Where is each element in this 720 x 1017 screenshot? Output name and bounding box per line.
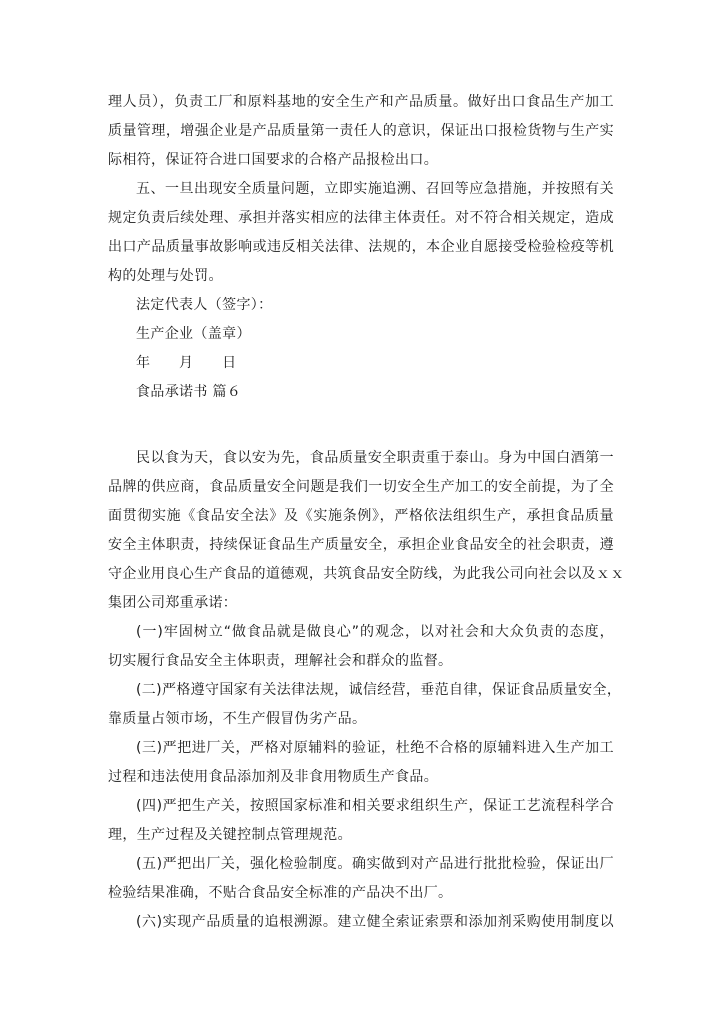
text-line: 集团公司郑重承诺： bbox=[108, 595, 238, 611]
commitment-2 bbox=[108, 676, 622, 734]
text-line: 过程和违法使用食品添加剂及非食用物质生产食品。 bbox=[108, 769, 439, 785]
text-line: (五)严把出厂关，强化检验制度。确实做到对产品进行批批检验，保证出厂 bbox=[136, 856, 614, 872]
text-line: 规定负责后续处理、承担并落实相应的法律主体责任。对不符合相关规定，造成 bbox=[108, 210, 614, 226]
date-line: 年 月 日 bbox=[136, 355, 237, 371]
text-line: 际相符，保证符合进口国要求的合格产品报检出口。 bbox=[108, 152, 439, 168]
text-line: 质量管理，增强企业是产品质量第一责任人的意识，保证出口报检货物与生产实 bbox=[108, 123, 614, 139]
commitment-1 bbox=[108, 618, 614, 676]
document-body bbox=[108, 88, 625, 937]
text-line: 面贯彻实施《食品安全法》及《实施条例》，严格依法组织生产，承担食品质量 bbox=[108, 508, 614, 524]
intro-paragraph bbox=[108, 444, 625, 618]
text-line: (二)严格遵守国家有关法律法规，诚信经营，垂范自律，保证食品质量安全， bbox=[136, 682, 622, 698]
text-line: (六)实现产品质量的追根溯源。建立健全索证索票和添加剂采购使用制度以 bbox=[136, 914, 614, 930]
text-line: 安全主体职责，持续保证食品生产质量安全，承担企业食品安全的社会职责，遵 bbox=[108, 537, 614, 553]
commitment-5 bbox=[108, 850, 614, 908]
continued-paragraph bbox=[108, 88, 614, 175]
text-line: 五、一旦出现安全质量问题，立即实施追溯、召回等应急措施，并按照有关 bbox=[136, 181, 614, 197]
text-line: 理人员），负责工厂和原料基地的安全生产和产品质量。做好出口食品生产加工 bbox=[108, 94, 614, 110]
text-line: 出口产品质量事故影响或违反相关法律、法规的，本企业自愿接受检验检疫等机 bbox=[108, 239, 614, 255]
company-seal: 生产企业（盖章） bbox=[136, 326, 251, 342]
commitment-3 bbox=[108, 734, 614, 792]
text-line: 理，生产过程及关键控制点管理规范。 bbox=[108, 827, 352, 843]
text-line: (一)牢固树立“做食品就是做良心”的观念，以对社会和大众负责的态度， bbox=[136, 624, 614, 640]
text-line: 民以食为天，食以安为先，食品质量安全职责重于泰山。身为中国白酒第一 bbox=[136, 450, 614, 466]
legal-representative-signature: 法定代表人（签字）： bbox=[136, 297, 273, 313]
text-line: (四)严把生产关，按照国家标准和相关要求组织生产，保证工艺流程科学合 bbox=[136, 798, 614, 814]
text-line: 靠质量占领市场，不生产假冒伪劣产品。 bbox=[108, 711, 367, 727]
blank-line bbox=[108, 407, 614, 436]
text-line: 品牌的供应商，食品质量安全问题是我们一切安全生产加工的安全前提，为了全 bbox=[108, 479, 614, 495]
section-title: 食品承诺书 篇６ bbox=[136, 384, 242, 400]
text-line: (三)严把进厂关，严格对原辅料的验证，杜绝不合格的原辅料进入生产加工 bbox=[136, 740, 614, 756]
item-five-paragraph bbox=[108, 175, 614, 291]
text-line: 检验结果准确，不贴合食品安全标准的产品决不出厂。 bbox=[108, 885, 453, 901]
blank-gap bbox=[108, 436, 614, 444]
text-line: 守企业用良心生产食品的道德观，共筑食品安全防线，为此我公司向社会以及ｘｘ bbox=[108, 566, 625, 582]
text-line: 切实履行食品安全主体职责，理解社会和群众的监督。 bbox=[108, 653, 453, 669]
commitment-6 bbox=[108, 908, 614, 937]
commitment-4 bbox=[108, 792, 614, 850]
signature-block bbox=[108, 291, 614, 378]
text-line: 构的处理与处罚。 bbox=[108, 268, 223, 284]
